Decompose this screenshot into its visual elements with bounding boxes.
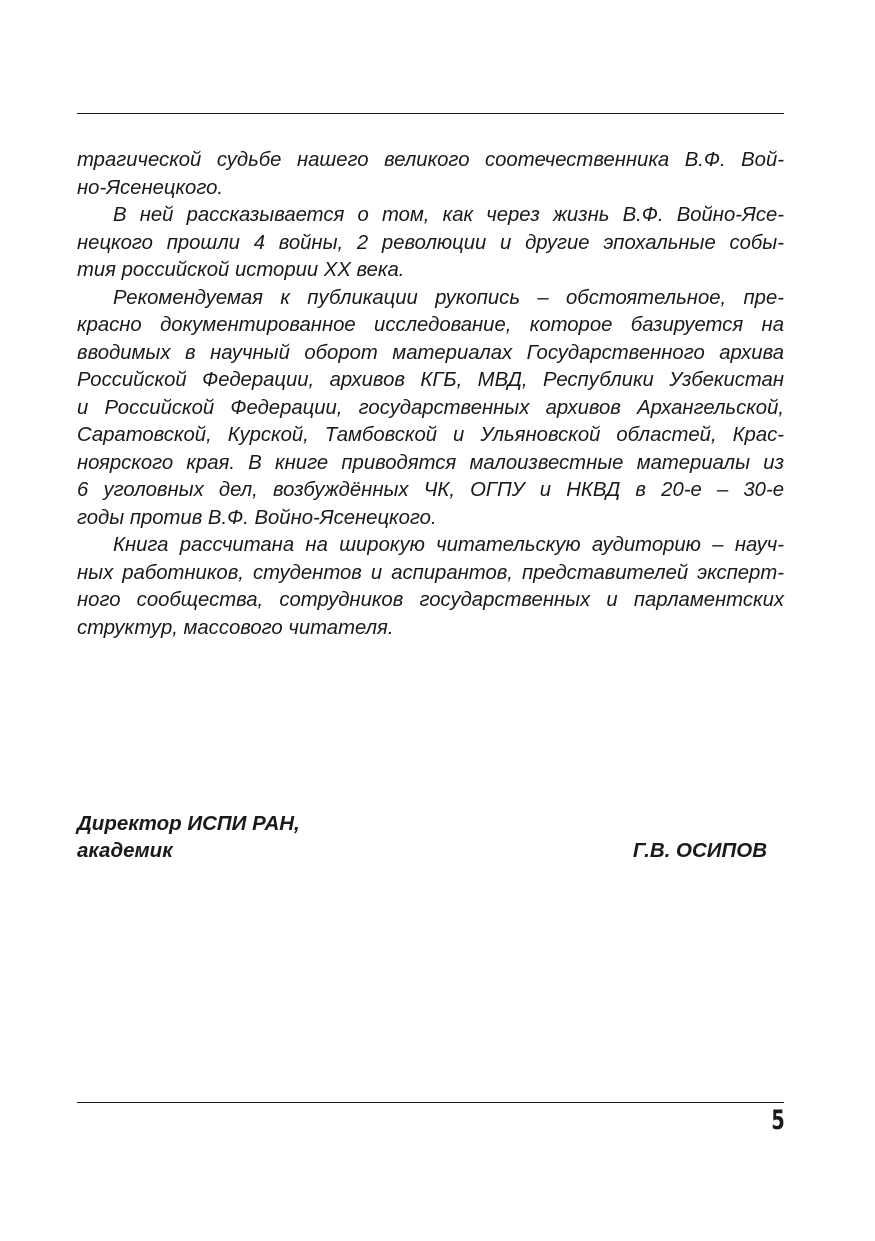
signature-title [77, 810, 300, 864]
footer-rule [77, 1102, 784, 1103]
header-rule [77, 113, 784, 114]
text-line: ных работников, студентов и аспирантов, представителей эксперт- [77, 561, 784, 584]
text-line: Российской Федерации, архивов КГБ, МВД, Республики Узбекистан [77, 369, 784, 391]
text-line: тия российской истории XX века. [77, 259, 405, 281]
text-line: Книга рассчитана на широкую читательскую аудиторию – науч- [113, 534, 784, 556]
signature-rank: академик [77, 839, 173, 862]
text-line: трагической судьбе нашего великого соотечественника В.Ф. Вой- [77, 149, 784, 171]
signature-position: Директор ИСПИ РАН, [77, 812, 300, 835]
text-line: структур, массового читателя. [77, 616, 394, 639]
text-line: красно документированное исследование, которое базируется на [77, 314, 784, 336]
text-line: Рекомендуемая к публикации рукопись – обстоятельное, пре- [113, 286, 784, 309]
text-line: В ней рассказывается о том, как через жизнь В.Ф. Войно-Ясе- [113, 204, 784, 226]
text-line: ного сообщества, сотрудников государственных и парламентских [77, 589, 784, 611]
text-line: нецкого прошли 4 войны, 2 революции и другие эпохальные собы- [77, 231, 784, 254]
text-line: годы против В.Ф. Войно-Ясенецкого. [77, 506, 437, 529]
text-line: вводимых в научный оборот материалах Государственного архива [77, 341, 784, 364]
body-text [77, 147, 784, 642]
text-line: но-Ясенецкого. [77, 176, 224, 199]
text-line: Саратовской, Курской, Тамбовской и Ульяновской областей, Крас- [77, 424, 784, 446]
text-line: ноярского края. В книге приводятся малоизвестные материалы из [77, 451, 784, 474]
signature-name: Г.В. ОСИПОВ [632, 839, 767, 862]
page-number: 5 [771, 1105, 785, 1136]
text-line: и Российской Федерации, государственных архивов Архангельской, [77, 396, 784, 419]
text-line: 6 уголовных дел, возбуждённых ЧК, ОГПУ и НКВД в 20-е – 30-е [77, 479, 784, 501]
